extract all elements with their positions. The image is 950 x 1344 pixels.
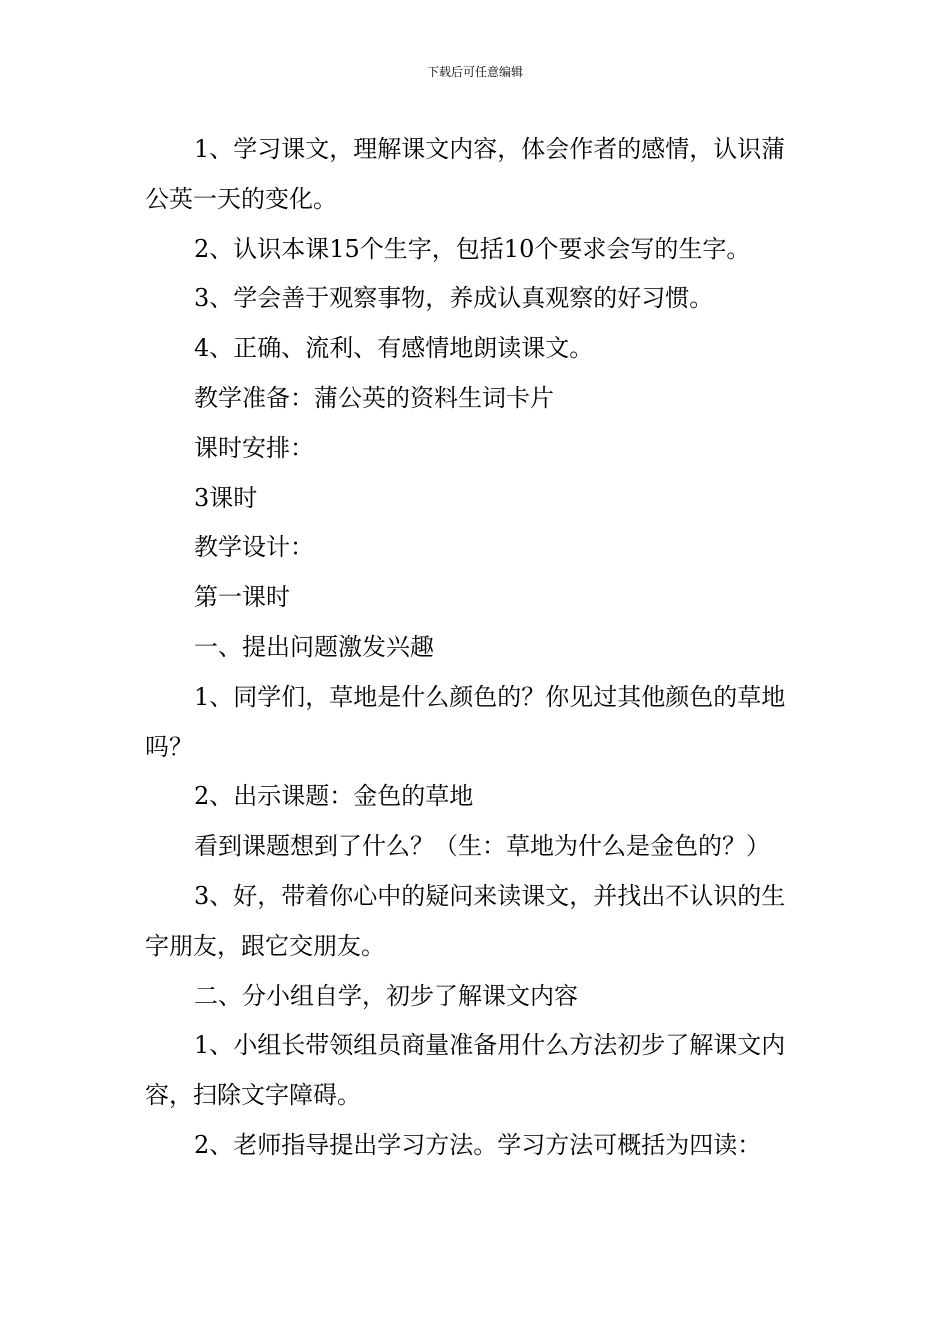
step-2-2: 2、老师指导提出学习方法。学习方法可概括为四读：	[194, 1130, 762, 1159]
step-1-2: 2、出示课题：金色的草地	[194, 782, 474, 811]
objective-1: 1、学习课文，理解课文内容，体会作者的感情，认识蒲公英一天的变化。	[145, 135, 786, 213]
teaching-design-label: 教学设计：	[194, 533, 314, 562]
section-heading-2: 二、分小组自学，初步了解课文内容	[194, 981, 578, 1010]
section-heading-1: 一、提出问题激发兴趣	[194, 632, 434, 661]
step-1-2-question: 看到课题想到了什么？（生：草地为什么是金色的？）	[194, 832, 770, 861]
document-body	[145, 125, 807, 1171]
teaching-preparation: 教学准备：蒲公英的资料生词卡片	[194, 383, 554, 412]
objective-3: 3、学会善于观察事物，养成认真观察的好习惯。	[194, 284, 714, 313]
step-1-3: 3、好，带着你心中的疑问来读课文，并找出不认识的生字朋友，跟它交朋友。	[145, 881, 786, 960]
objective-4: 4、正确、流利、有感情地朗读课文。	[194, 334, 594, 363]
page-header: 下载后可任意编辑	[426, 65, 523, 79]
objective-2: 2、认识本课15个生字，包括10个要求会写的生字。	[194, 234, 751, 263]
lesson-heading: 第一课时	[194, 583, 290, 612]
class-schedule-value: 3课时	[194, 483, 258, 512]
class-schedule-label: 课时安排：	[194, 433, 314, 462]
step-2-1: 1、小组长带领组员商量准备用什么方法初步了解课文内容，扫除文字障碍。	[145, 1031, 786, 1110]
step-1-1: 1、同学们，草地是什么颜色的？你见过其他颜色的草地吗？	[145, 682, 786, 761]
